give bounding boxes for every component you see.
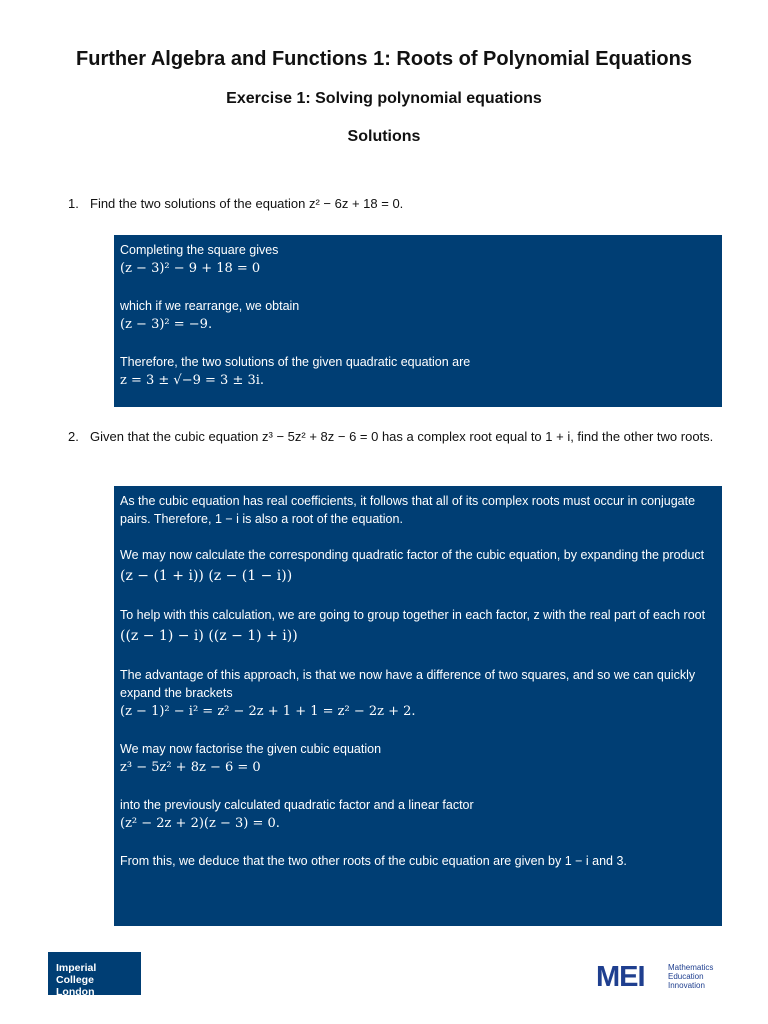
solution-text: into the previously calculated quadratic factor and a linear factor: [120, 798, 474, 812]
mei-logo-letters: MEI: [596, 961, 645, 993]
imperial-college-logo: [48, 952, 141, 998]
question-number: 1.: [68, 196, 79, 211]
solution-text: which if we rearrange, we obtain: [120, 299, 300, 313]
solution-equation: z = 3 ± √−9 = 3 ± 3i.: [120, 373, 265, 388]
solution-box-1: [114, 235, 722, 407]
mei-tagline-line: Education: [668, 972, 704, 981]
mei-logo: [596, 962, 726, 992]
solution-equation: ((z − 1) − i) ((z − 1) + i)): [120, 628, 298, 644]
solutions-heading: Solutions: [347, 128, 421, 145]
solution-text: As the cubic equation has real coefficients, it follows that all of its complex roots must occur in conjugate pairs. Therefore, 1 − i is also a root of the equation.: [120, 494, 696, 526]
question-2: [68, 426, 728, 447]
solution-text: We may now factorise the given cubic equation: [120, 742, 382, 756]
solution-text: The advantage of this approach, is that we now have a difference of two squares, and so we can quickly expand the brackets: [120, 668, 696, 700]
solution-equation: (z − 1)² − i² = z² − 2z + 1 + 1 = z² − 2z + 2.: [120, 704, 416, 719]
mei-tagline-line: Mathematics: [668, 963, 714, 972]
mei-logo-tagline: [668, 963, 713, 990]
solution-equation: (z − 3)² = −9.: [120, 317, 213, 332]
document-title: Further Algebra and Functions 1: Roots of Polynomial Equations: [76, 48, 692, 70]
solution-text: We may now calculate the corresponding quadratic factor of the cubic equation, by expanding the product: [120, 548, 705, 562]
question-text: Find the two solutions of the equation z² − 6z + 18 = 0.: [90, 196, 404, 211]
question-text: Given that the cubic equation z³ − 5z² + 8z − 6 = 0 has a complex root equal to 1 + i, find the other two roots.: [90, 429, 714, 444]
solution-text: Completing the square gives: [120, 243, 279, 257]
logo-text: Imperial College: [56, 962, 97, 986]
question-number: 2.: [68, 429, 79, 444]
solution-equation: z³ − 5z² + 8z − 6 = 0: [120, 760, 261, 775]
question-1: [68, 193, 728, 214]
solution-text: Therefore, the two solutions of the given quadratic equation are: [120, 355, 471, 369]
solution-equation: (z − 3)² − 9 + 18 = 0: [120, 261, 261, 276]
solution-equation: (z² − 2z + 2)(z − 3) = 0.: [120, 816, 280, 831]
exercise-subtitle: Exercise 1: Solving polynomial equations: [226, 90, 542, 107]
logo-text: London: [56, 986, 95, 998]
solution-text: From this, we deduce that the two other roots of the cubic equation are given by 1 − i and 3.: [120, 854, 627, 868]
solution-box-2: [114, 486, 722, 926]
solution-equation: (z − (1 + i)) (z − (1 − i)): [120, 568, 293, 584]
mei-tagline-line: Innovation: [668, 981, 705, 990]
solution-text: To help with this calculation, we are going to group together in each factor, z with the real part of each root: [120, 608, 706, 622]
